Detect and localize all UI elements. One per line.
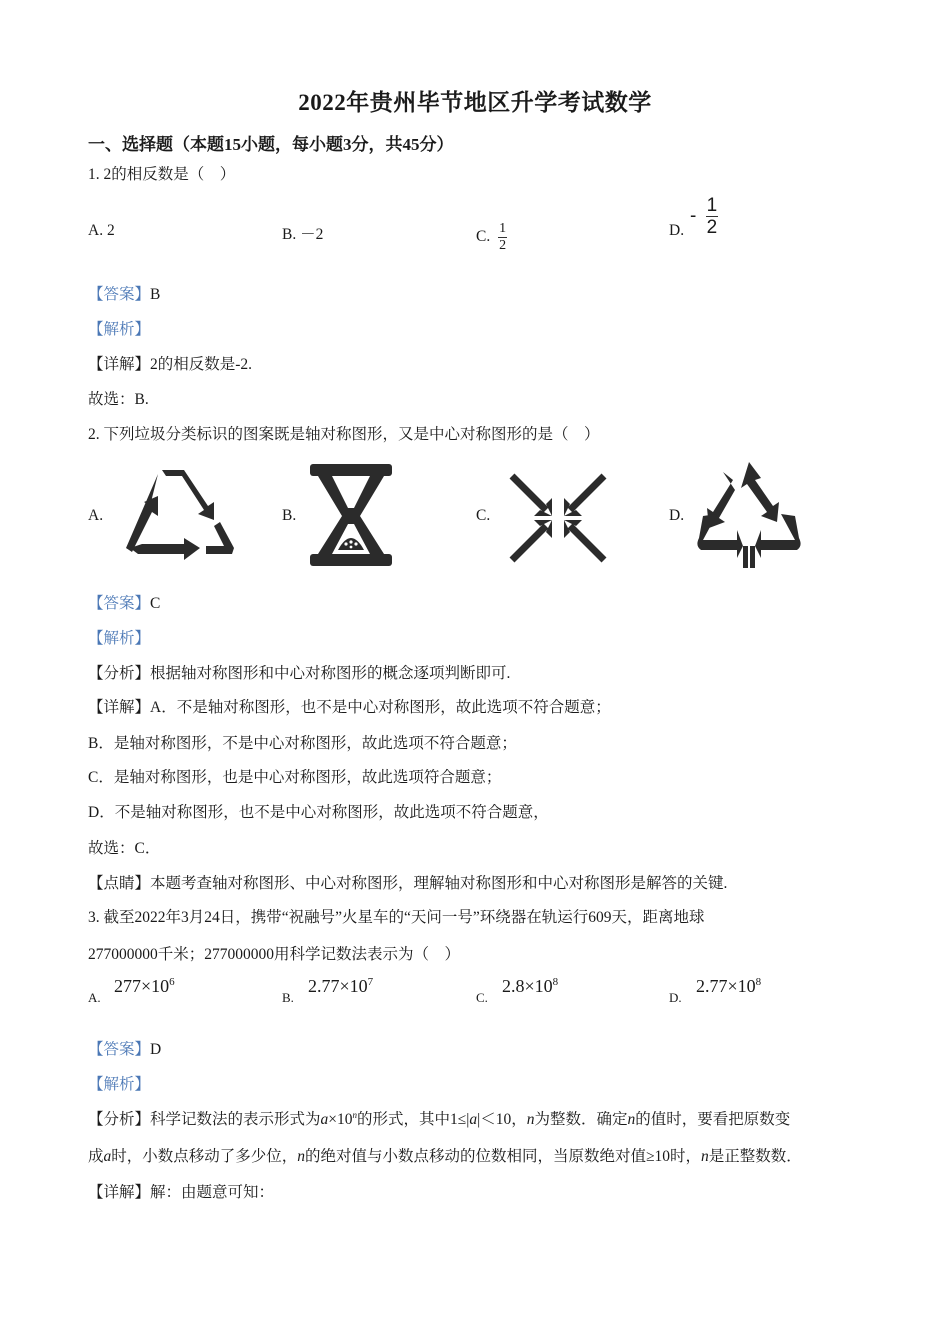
- q2-analyze: 【分析】根据轴对称图形和中心对称图形的概念逐项判断即可.: [88, 665, 511, 682]
- q1-detail: 【详解】2的相反数是-2.: [88, 356, 253, 373]
- sci-base: 277×10: [114, 976, 170, 996]
- q3-analyze-line2: [88, 1144, 802, 1166]
- q2-analysis-tag: 【解析】: [88, 630, 151, 647]
- q1-answer: [88, 282, 160, 304]
- q2-comment: 【点睛】本题考查轴对称图形、中心对称图形，理解轴对称图形和中心对称图形是解答的关键.: [88, 875, 728, 892]
- q1-stem: 1. 2的相反数是（ ）: [88, 166, 236, 183]
- q1-option-d-label: D.: [669, 222, 685, 239]
- q2-detail-b: B．是轴对称图形，不是中心对称图形，故此选项不符合题意；: [88, 735, 517, 752]
- q2-choose: 故选：C．: [88, 840, 161, 857]
- sci-base: 2.8×10: [502, 976, 553, 996]
- q1-analysis-tag: 【解析】: [88, 321, 151, 338]
- answer-tag: 【答案】: [88, 1041, 151, 1058]
- q3-option-c-value: [502, 976, 558, 997]
- answer-tag: 【答案】: [88, 595, 151, 612]
- fraction-denominator: 2: [499, 238, 507, 253]
- q1-option-d-fraction: [690, 196, 718, 237]
- q3-option-a-label: A.: [88, 990, 101, 1005]
- q2-option-a-label: A.: [88, 507, 104, 524]
- sci-exponent: 8: [755, 976, 762, 988]
- q2-option-b-label: B.: [282, 507, 297, 524]
- q1-choose: 故选：B.: [88, 391, 149, 408]
- recycle-tree-icon: [697, 458, 801, 570]
- answer-tag: 【答案】: [88, 286, 151, 303]
- section-heading: 一、选择题（本题15小题，每小题3分，共45分）: [88, 135, 454, 154]
- q2-option-c-label: C.: [476, 507, 491, 524]
- recycle-triangle-icon: [122, 462, 238, 564]
- q3-option-a-value: [114, 976, 175, 997]
- page-title: 2022年贵州毕节地区升学考试数学: [298, 90, 652, 115]
- q1-option-a: A. 2: [88, 222, 115, 239]
- q2-answer: [88, 591, 160, 613]
- q3-option-c-label: C.: [476, 990, 488, 1005]
- q1-option-c-fraction: [498, 222, 507, 253]
- text-run: 的形式，其中1≤|: [357, 1111, 470, 1128]
- fraction-numerator: 1: [706, 195, 718, 216]
- four-arrows-inward-icon: [508, 472, 608, 564]
- q2-option-d-label: D.: [669, 507, 685, 524]
- text-run: 为整数．确定: [534, 1111, 628, 1128]
- q1-option-b: B. －2: [282, 226, 324, 243]
- sci-base: 2.77×10: [308, 976, 368, 996]
- q3-option-d-value: [696, 976, 761, 997]
- text-run: 成: [88, 1148, 104, 1165]
- text-run: |＜10，: [477, 1111, 527, 1128]
- q3-option-b-value: [308, 976, 373, 997]
- q2-detail-d: D．不是轴对称图形，也不是中心对称图形，故此选项不符合题意，: [88, 804, 549, 821]
- text-run: 的绝对值与小数点移动的位数相同，当原数绝对值≥10时，: [305, 1148, 702, 1165]
- sci-exponent: 7: [367, 976, 374, 988]
- q1-option-d: [669, 222, 684, 240]
- math-var: a: [469, 1111, 478, 1128]
- q3-analysis-tag: 【解析】: [88, 1076, 151, 1093]
- math-var: n: [352, 1109, 358, 1120]
- q3-answer: [88, 1037, 161, 1059]
- q2-detail-c: C．是轴对称图形，也是中心对称图形，故此选项符合题意；: [88, 769, 502, 786]
- q3-option-b-label: B.: [282, 990, 294, 1005]
- q1-option-c: [476, 222, 507, 253]
- math-var: n: [297, 1148, 306, 1165]
- sci-base: 2.77×10: [696, 976, 756, 996]
- text-run: 的值时，要看把原数变: [635, 1111, 791, 1128]
- q3-analyze-line1: [88, 1107, 790, 1129]
- answer-value: C: [150, 595, 161, 612]
- text-run: 【分析】科学记数法的表示形式为: [88, 1111, 321, 1128]
- q2-stem: 2. 下列垃圾分类标识的图案既是轴对称图形，又是中心对称图形的是（ ）: [88, 426, 600, 443]
- q3-option-d-label: D.: [669, 990, 682, 1005]
- math-var: a: [103, 1148, 112, 1165]
- math-var: n: [627, 1111, 636, 1128]
- q3-detail: 【详解】解：由题意可知：: [88, 1184, 275, 1201]
- sci-exponent: 8: [552, 976, 559, 988]
- answer-value: D: [150, 1041, 162, 1058]
- sci-exponent: 6: [169, 976, 175, 988]
- math-var: n: [526, 1111, 535, 1128]
- q2-detail-a: 【详解】A．不是轴对称图形，也不是中心对称图形，故此选项不符合题意；: [88, 699, 611, 716]
- text-run: 是正整数数．: [708, 1148, 802, 1165]
- math-var: a: [320, 1111, 329, 1128]
- q3-stem-line2: 277000000千米；277000000用科学记数法表示为（ ）: [88, 946, 461, 963]
- math-var: n: [701, 1148, 709, 1165]
- q3-stem-line1: 3. 截至2022年3月24日，携带“祝融号”火星车的“天问一号”环绕器在轨运行609天，距离地球: [88, 909, 705, 926]
- q1-option-c-label: C.: [476, 228, 491, 246]
- fraction-sign: -: [690, 205, 697, 227]
- text-run: ×10: [328, 1111, 353, 1128]
- fraction-denominator: 2: [706, 217, 718, 238]
- fraction-numerator: 1: [499, 221, 507, 236]
- text-run: 时，小数点移动了多少位，: [111, 1148, 298, 1165]
- hourglass-icon: [308, 462, 394, 568]
- answer-value: B: [150, 286, 161, 303]
